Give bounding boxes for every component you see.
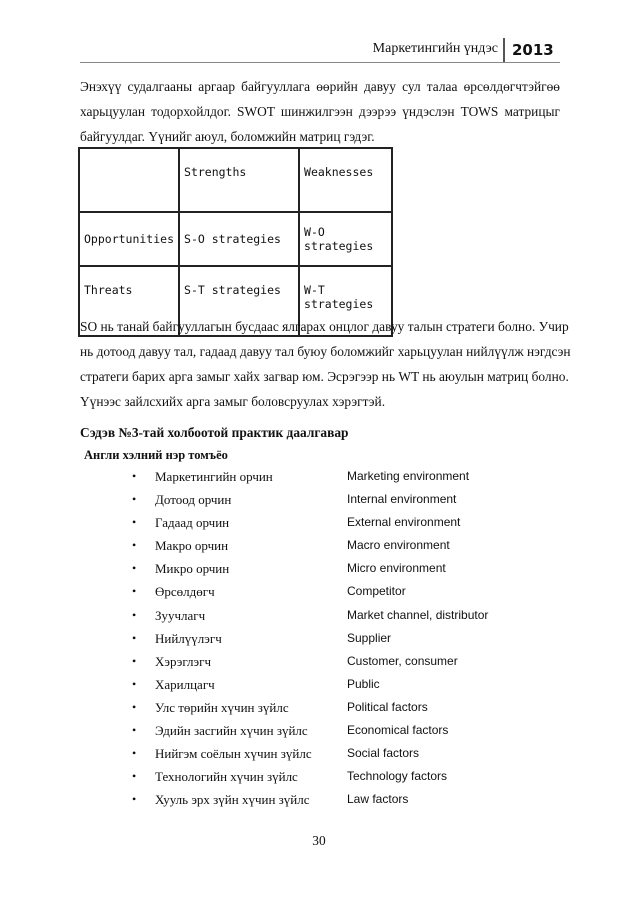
term-mongolian: Микро орчин [155,561,230,577]
list-item [130,744,560,767]
term-mongolian: Технологийн хүчин зүйлс [155,769,298,785]
list-item [130,467,560,490]
term-mongolian: Хэрэглэгч [155,653,211,669]
term-english: Public [347,676,380,691]
list-item [130,767,560,790]
term-english: Political factors [347,699,428,714]
bullet-icon: • [132,699,137,714]
intro-line: харьцуулан тодорхойлдог. SWOT шинжилгээн дээрээ үндэслэн TOWS матрицыг [80,104,560,119]
tows-matrix-table [78,147,393,337]
term-mongolian: Харилцагч [155,676,215,692]
term-english: Market channel, distributor [347,607,489,622]
term-english: Macro environment [347,538,450,553]
bullet-icon: • [132,561,137,576]
bullet-icon: • [132,584,137,599]
intro-paragraph [80,74,560,149]
body-line: SO нь танай байгууллагын бусдаас ялгарах онцлог давуу талын стратеги болно. Учир [80,319,569,334]
term-mongolian: Хууль эрх зүйн хүчин зүйлс [155,792,310,808]
list-item [130,536,560,559]
list-item [130,721,560,744]
term-english: Micro environment [347,561,446,576]
list-item [130,606,560,629]
list-item [130,652,560,675]
term-english: Marketing environment [347,469,470,483]
term-english: External environment [347,515,461,530]
bullet-icon: • [132,769,137,784]
header-separator [503,38,505,62]
term-english: Economical factors [347,723,449,738]
list-item [130,490,560,513]
list-item [130,629,560,652]
body-line: Үүнээс зайлсхийх арга замыг боловсруулах хэрэгтэй. [80,394,386,409]
table-row-header: Threats [79,266,179,336]
list-item [130,675,560,698]
term-english: Social factors [347,746,420,761]
intro-line: байгуулдаг. Үүнийг аюул, боломжийн матриц гэдэг. [80,129,375,144]
header-year: 2013 [512,41,554,59]
table-cell: S-T strategies [179,266,299,336]
term-english: Competitor [347,584,406,599]
list-item [130,582,560,605]
task-title: Сэдэв №3-тай холбоотой практик даалгавар [80,425,349,440]
term-mongolian: Өрсөлдөгч [155,584,215,600]
bullet-icon: • [132,676,137,691]
table-header-cell: Strengths [179,148,299,212]
list-item [130,698,560,721]
table-row-header: Opportunities [79,212,179,266]
bullet-icon: • [132,653,137,668]
term-mongolian: Улс төрийн хүчин зүйлс [155,699,289,715]
body-paragraph [80,314,571,414]
table-cell: W-O strategies [299,212,392,266]
table-header-cell: Weaknesses [299,148,392,212]
term-english: Internal environment [347,492,457,507]
term-mongolian: Нийлүүлэгч [155,630,222,646]
table-cell [79,148,179,212]
bullet-icon: • [132,723,137,738]
term-mongolian: Нийгэм соёлын хүчин зүйлс [155,746,312,762]
intro-line: Энэхүү судалгааны аргаар байгууллага өөрийн давуу сул талаа өрсөлдөгчтэйгөө [80,79,560,94]
bullet-icon: • [132,792,137,807]
term-english: Customer, consumer [347,653,458,668]
list-item [130,513,560,536]
term-mongolian: Эдийн засгийн хүчин зүйлс [155,723,308,739]
term-mongolian: Маркетингийн орчин [155,469,273,484]
table-row [79,212,392,266]
term-english: Technology factors [347,769,448,784]
bullet-icon: • [132,538,137,553]
bullet-icon: • [132,607,137,622]
header-title: Маркетингийн үндэс [372,41,498,56]
bullet-icon: • [132,515,137,530]
table-row [79,148,392,212]
term-mongolian: Дотоод орчин [155,492,232,508]
vocabulary-list [130,467,560,813]
bullet-icon: • [132,492,137,507]
bullet-icon: • [132,630,137,645]
header-rule [80,62,560,63]
table-cell: S-O strategies [179,212,299,266]
body-line: нь дотоод давуу тал, гадаад давуу тал буюу боломжийг харьцуулан нийлүүлж нэгдсэн [80,344,571,359]
page-number: 30 [312,833,326,848]
term-mongolian: Гадаад орчин [155,515,230,531]
table-cell: W-T strategies [299,266,392,336]
list-item [130,559,560,582]
body-line: стратеги барих арга замыг хайх загвар юм. Эсрэгээр нь WT нь аюулын матриц болно. [80,369,569,384]
term-mongolian: Макро орчин [155,538,229,554]
bullet-icon: • [132,746,137,761]
bullet-icon: • [132,469,137,483]
page-header [360,38,560,62]
term-mongolian: Зуучлагч [155,607,206,623]
term-english: Law factors [347,792,409,807]
list-item [130,790,560,813]
term-english: Supplier [347,630,392,645]
task-subtitle: Англи хэлний нэр томъёо [84,448,228,462]
